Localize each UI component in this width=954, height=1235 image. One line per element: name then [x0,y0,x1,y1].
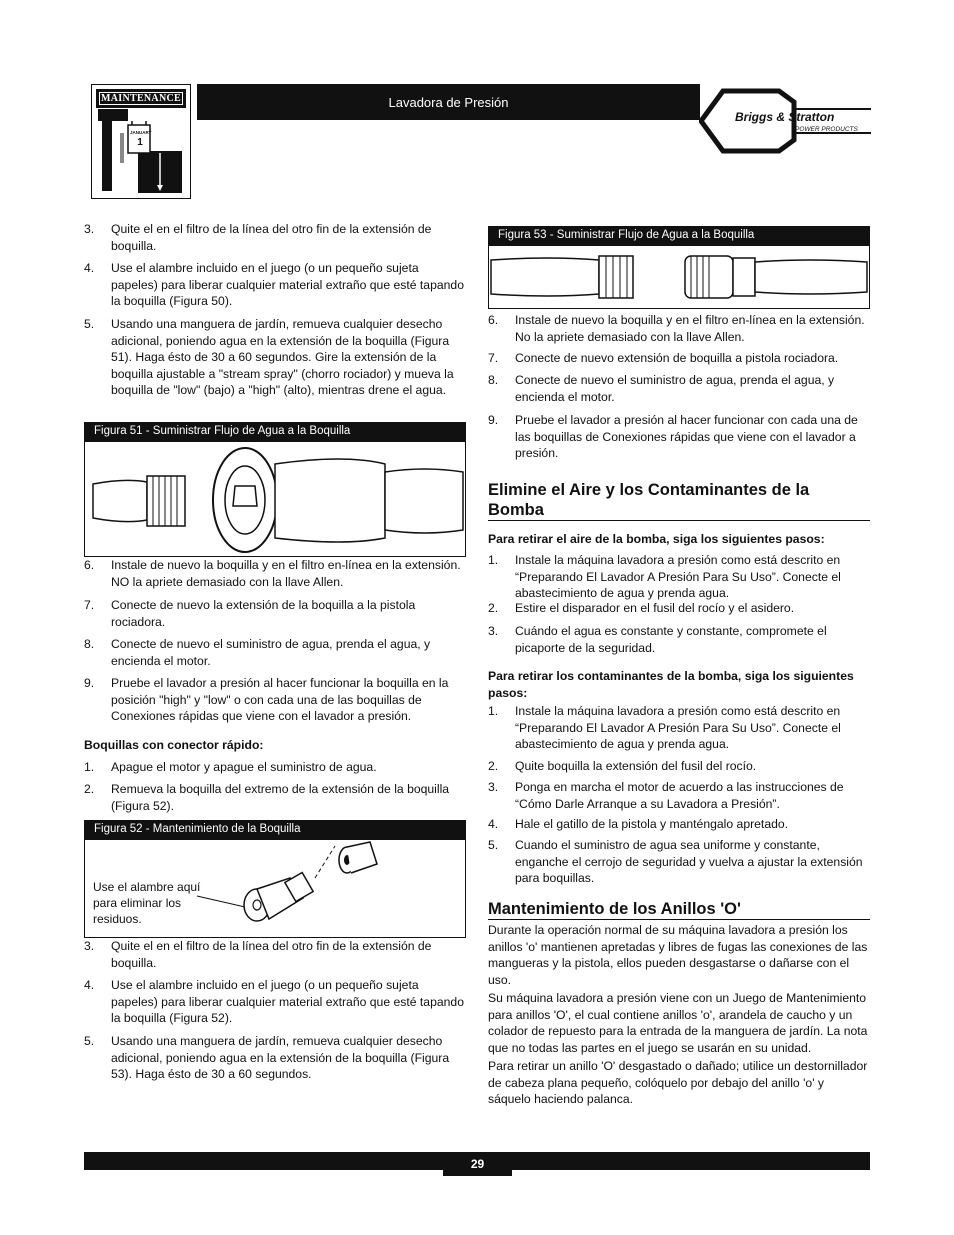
brand-subtitle: POWER PRODUCTS [795,126,858,133]
quick-connect-illustration [489,246,869,308]
section-heading-air: Elimine el Aire y los Contaminantes de la Bomba [488,481,810,519]
maintenance-logo [91,84,191,199]
figure-52-title: Figura 52 - Mantenimiento de la Boquilla [84,820,466,839]
figure-53-title: Figura 53 - Suministrar Flujo de Agua a la Boquilla [488,226,870,245]
figure-53 [488,245,870,309]
section-rule [488,520,870,521]
air-intro: Para retirar el aire de la bomba, siga los siguientes pasos: [488,532,825,546]
maintenance-label: MAINTENANCE [99,92,183,105]
paragraph: Para retirar un anillo 'O' desgastado o dañado; utilice un destornillador de cabeza plana pequeño, colóquelo por debajo del anillo 'o' y sáquelo haciendo palanca. [488,1059,868,1107]
page-title: Lavadora de Presión [388,94,509,110]
calendar-day: 1 [137,137,143,148]
nozzle-illustration [85,840,465,937]
nozzle-flush-illustration [85,442,465,556]
wrench-calendar-icon [98,109,184,195]
contaminants-intro: Para retirar los contaminantes de la bomba, siga los siguientes pasos: [488,669,854,700]
briggs-stratton-logo [699,86,874,156]
maintenance-label-box [96,89,186,108]
figure-52-caption: Use el alambre aquí para eliminar los residuos. [93,880,201,926]
figure-51 [84,441,466,557]
page-number: 29 [443,1152,512,1176]
section-rule [488,919,870,920]
header-title-bar [197,84,700,120]
section-heading-orings: Mantenimiento de los Anillos 'O' [488,900,741,918]
paragraph: Durante la operación normal de su máquina lavadora a presión los anillos 'o' mantienen apretadas y libres de fugas las conexiones de las mangueras y la pistola, ellos pueden desgastarse o dañarse con el uso. [488,923,868,987]
calendar-month: JANUARY [130,130,152,135]
brand-name: Briggs & Stratton [735,110,835,124]
paragraph: Su máquina lavadora a presión viene con un Juego de Mantenimiento para anillos 'O', el cual contiene anillos 'o', arandela de caucho y un colador de repuesto para la entrada de la manguera de jardín. La nota que no todas las partes en el juego se usarán en su unidad. [488,991,868,1055]
quick-connect-heading: Boquillas con conector rápido: [84,738,264,752]
figure-51-title: Figura 51 - Suministrar Flujo de Agua a la Boquilla [84,422,466,441]
figure-52 [84,839,466,938]
